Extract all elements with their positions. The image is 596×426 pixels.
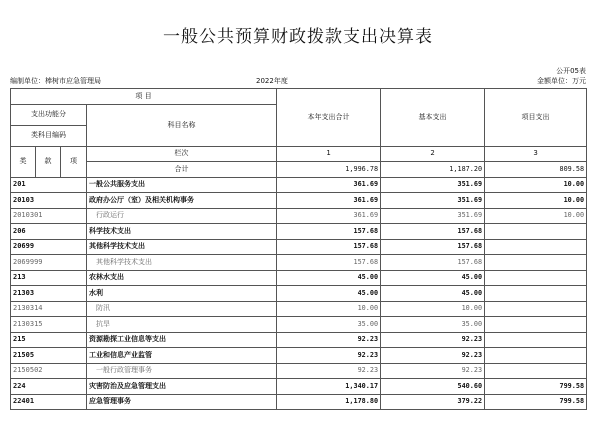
row-code: 2069999 — [11, 255, 87, 271]
table-row — [11, 379, 587, 395]
table-row — [11, 239, 587, 255]
row-basic: 157.68 — [381, 239, 485, 255]
row-code: 20103 — [11, 193, 87, 209]
table-row — [11, 177, 587, 193]
header-lei: 类 — [11, 146, 36, 177]
row-code: 224 — [11, 379, 87, 395]
row-code: 2010301 — [11, 208, 87, 224]
row-code: 21303 — [11, 286, 87, 302]
table-row — [11, 301, 587, 317]
header-kuan: 款 — [36, 146, 61, 177]
row-basic: 35.00 — [381, 317, 485, 333]
expenditure-table — [10, 88, 587, 410]
column-index-label: 栏次 — [87, 146, 277, 162]
row-subject-name: 政府办公厅（室）及相关机构事务 — [87, 193, 277, 209]
header-project: 项 目 — [11, 89, 277, 105]
amount-unit: 金额单位：万元 — [537, 77, 586, 85]
total-amount: 1,996.78 — [277, 162, 381, 178]
row-subject-name: 抗旱 — [87, 317, 277, 333]
row-basic: 351.69 — [381, 177, 485, 193]
row-project: 799.58 — [485, 394, 587, 410]
row-basic: 10.00 — [381, 301, 485, 317]
row-basic: 157.68 — [381, 224, 485, 240]
total-basic: 1,187.20 — [381, 162, 485, 178]
row-code: 2130314 — [11, 301, 87, 317]
row-total: 45.00 — [277, 286, 381, 302]
row-basic: 92.23 — [381, 348, 485, 364]
row-project — [485, 363, 587, 379]
header-project-column: 项目支出 — [485, 89, 587, 147]
table-row — [11, 255, 587, 271]
row-total: 92.23 — [277, 332, 381, 348]
row-subject-name: 防汛 — [87, 301, 277, 317]
table-row — [11, 270, 587, 286]
row-total: 361.69 — [277, 177, 381, 193]
row-total: 157.68 — [277, 255, 381, 271]
row-total: 1,178.80 — [277, 394, 381, 410]
row-subject-name: 其他科学技术支出 — [87, 239, 277, 255]
row-basic: 92.23 — [381, 332, 485, 348]
row-total: 157.68 — [277, 239, 381, 255]
row-subject-name: 一般行政管理事务 — [87, 363, 277, 379]
row-code: 215 — [11, 332, 87, 348]
header-function-code-2: 类科目编码 — [11, 125, 87, 146]
row-subject-name: 农林水支出 — [87, 270, 277, 286]
form-number: 公开05表 — [556, 67, 586, 75]
table-row — [11, 286, 587, 302]
row-code: 2150502 — [11, 363, 87, 379]
row-code: 21505 — [11, 348, 87, 364]
row-project — [485, 255, 587, 271]
row-subject-name: 应急管理事务 — [87, 394, 277, 410]
table-row — [11, 363, 587, 379]
column-index-2: 2 — [381, 146, 485, 162]
fiscal-year: 2022年度 — [256, 77, 288, 85]
row-project — [485, 317, 587, 333]
row-basic: 379.22 — [381, 394, 485, 410]
row-total: 92.23 — [277, 348, 381, 364]
row-project: 10.00 — [485, 177, 587, 193]
header-subject-name: 科目名称 — [87, 104, 277, 146]
table-row — [11, 193, 587, 209]
table-row — [11, 332, 587, 348]
row-subject-name: 灾害防治及应急管理支出 — [87, 379, 277, 395]
row-subject-name: 资源勘探工业信息等支出 — [87, 332, 277, 348]
row-basic: 540.60 — [381, 379, 485, 395]
row-subject-name: 行政运行 — [87, 208, 277, 224]
row-project — [485, 348, 587, 364]
row-project: 10.00 — [485, 208, 587, 224]
total-label: 合计 — [87, 162, 277, 178]
row-basic: 351.69 — [381, 193, 485, 209]
row-total: 1,340.17 — [277, 379, 381, 395]
row-project — [485, 332, 587, 348]
row-total: 35.00 — [277, 317, 381, 333]
row-code: 213 — [11, 270, 87, 286]
row-total: 45.00 — [277, 270, 381, 286]
row-project — [485, 224, 587, 240]
row-project — [485, 239, 587, 255]
total-project: 809.58 — [485, 162, 587, 178]
row-subject-name: 科学技术支出 — [87, 224, 277, 240]
row-code: 22401 — [11, 394, 87, 410]
table-row — [11, 208, 587, 224]
row-basic: 351.69 — [381, 208, 485, 224]
row-subject-name: 工业和信息产业监管 — [87, 348, 277, 364]
row-subject-name: 水利 — [87, 286, 277, 302]
row-project — [485, 270, 587, 286]
row-subject-name: 其他科学技术支出 — [87, 255, 277, 271]
table-row — [11, 224, 587, 240]
row-total: 361.69 — [277, 193, 381, 209]
row-code: 2130315 — [11, 317, 87, 333]
table-row — [11, 348, 587, 364]
row-project: 10.00 — [485, 193, 587, 209]
header-xiang: 项 — [61, 146, 87, 177]
header-total-column: 本年支出合计 — [277, 89, 381, 147]
row-code: 201 — [11, 177, 87, 193]
row-basic: 45.00 — [381, 286, 485, 302]
header-function-code-1: 支出功能分 — [11, 104, 87, 125]
row-basic: 157.68 — [381, 255, 485, 271]
row-code: 206 — [11, 224, 87, 240]
row-total: 361.69 — [277, 208, 381, 224]
page-title: 一般公共预算财政拨款支出决算表 — [163, 27, 433, 47]
organization-label: 编制单位：棒树市应急管理局 — [10, 77, 101, 85]
row-total: 157.68 — [277, 224, 381, 240]
row-subject-name: 一般公共服务支出 — [87, 177, 277, 193]
column-index-3: 3 — [485, 146, 587, 162]
row-project — [485, 286, 587, 302]
row-total: 92.23 — [277, 363, 381, 379]
row-basic: 45.00 — [381, 270, 485, 286]
header-basic-column: 基本支出 — [381, 89, 485, 147]
table-row — [11, 317, 587, 333]
row-basic: 92.23 — [381, 363, 485, 379]
table-row — [11, 394, 587, 410]
column-index-1: 1 — [277, 146, 381, 162]
row-total: 10.00 — [277, 301, 381, 317]
row-project: 799.58 — [485, 379, 587, 395]
row-project — [485, 301, 587, 317]
row-code: 20699 — [11, 239, 87, 255]
